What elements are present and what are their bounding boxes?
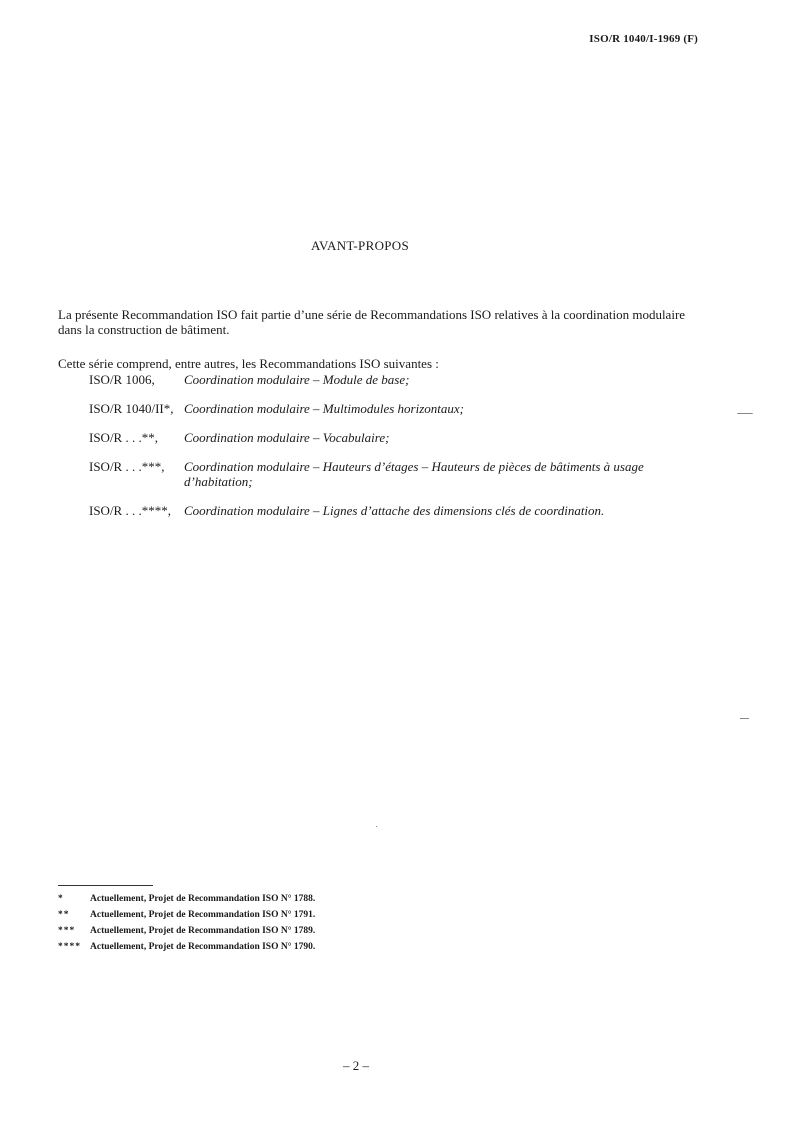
scan-speck <box>376 826 377 827</box>
recommendation-reference: ISO/R . . .***, <box>89 459 165 474</box>
page-title: AVANT-PROPOS <box>310 238 409 253</box>
footnote <box>58 907 315 923</box>
recommendation-reference: ISO/R 1040/II*, <box>89 401 174 416</box>
recommendation-title: Coordination modulaire – Multimodules horizontaux; <box>184 401 464 416</box>
recommendation-title: Coordination modulaire – Module de base; <box>184 372 410 387</box>
footnote-text: Actuellement, Projet de Recommandation ISO N° 1789. <box>90 926 316 936</box>
recommendation-title: Coordination modulaire – Vocabulaire; <box>184 430 390 445</box>
list-item <box>89 459 689 489</box>
list-item <box>89 430 689 445</box>
footnote-text: Actuellement, Projet de Recommandation ISO N° 1788. <box>90 894 316 904</box>
footnote-mark: **** <box>58 942 81 952</box>
list-item <box>89 372 689 387</box>
recommendation-reference: ISO/R . . .**, <box>89 430 158 445</box>
footnote-text: Actuellement, Projet de Recommandation ISO N° 1790. <box>90 942 316 952</box>
series-intro-paragraph: Cette série comprend, entre autres, les Recommandations ISO suivantes : <box>58 356 439 371</box>
footnote-mark: *** <box>58 926 76 936</box>
document-reference: ISO/R 1040/I-1969 (F) <box>589 33 698 45</box>
recommendation-title: Coordination modulaire – Lignes d’attache des dimensions clés de coordination. <box>184 503 605 518</box>
recommendation-list <box>89 372 689 532</box>
footnote-divider <box>58 885 153 886</box>
page-number: – 2 – <box>343 1058 369 1073</box>
recommendation-reference: ISO/R . . .****, <box>89 503 171 518</box>
list-item <box>89 401 689 416</box>
scan-speck <box>737 413 753 414</box>
footnote <box>58 891 315 907</box>
recommendation-title: Coordination modulaire – Hauteurs d’étages – Hauteurs de pièces de bâtiments à usage d’habitation; <box>184 459 644 489</box>
footnote <box>58 939 315 955</box>
scan-speck <box>740 718 749 719</box>
footnote-mark: ** <box>58 910 70 920</box>
list-item <box>89 503 689 518</box>
recommendation-reference: ISO/R 1006, <box>89 372 155 387</box>
footnote <box>58 923 315 939</box>
footnote-text: Actuellement, Projet de Recommandation ISO N° 1791. <box>90 910 316 920</box>
footnote-list <box>58 891 315 955</box>
intro-paragraph: La présente Recommandation ISO fait partie d’une série de Recommandations ISO relatives à la coordination modulaire dans la construction de bâtiment. <box>58 307 686 337</box>
footnote-mark: * <box>58 894 64 904</box>
